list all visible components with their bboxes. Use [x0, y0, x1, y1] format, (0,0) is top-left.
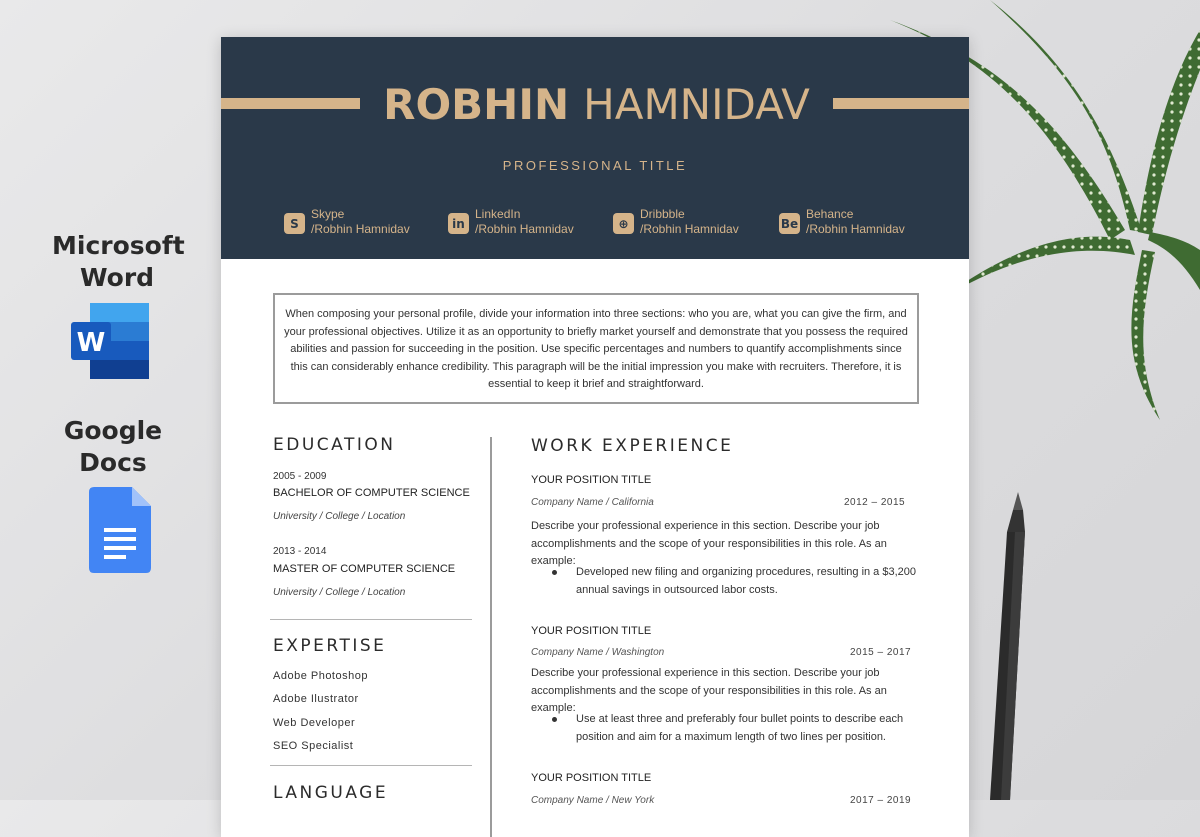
skill-item: SEO Specialist — [273, 740, 354, 752]
social-platform: Dribbble — [640, 207, 685, 221]
education-school: University / College / Location — [273, 587, 406, 598]
job-bullet: Developed new filing and organizing procedures, resulting in a $3,200 annual savings in outsourced labor costs. — [576, 566, 917, 596]
social-behance — [779, 207, 905, 243]
professional-title: PROFESSIONAL TITLE — [502, 158, 688, 173]
education-title: EDUCATION — [273, 435, 396, 455]
job-company: Company Name / New York — [531, 795, 655, 806]
education-degree: BACHELOR OF COMPUTER SCIENCE — [273, 487, 470, 499]
skill-item: Adobe Ilustrator — [273, 693, 359, 705]
pencil-decoration — [985, 492, 1045, 800]
social-skype — [284, 207, 410, 243]
skype-icon: S — [284, 213, 305, 234]
job-position: YOUR POSITION TITLE — [531, 625, 652, 637]
job-position: YOUR POSITION TITLE — [531, 772, 652, 784]
social-linkedin — [448, 207, 574, 243]
job-description: Describe your professional experience in this section. Describe your job accomplishments and the scope of your responsibilities in this role. As an example: — [531, 520, 887, 567]
job-description: Describe your professional experience in this section. Describe your job accomplishments and the scope of your responsibilities in this role. As an example: — [531, 667, 887, 714]
profile-summary: When composing your personal profile, divide your information into three sections: who you are, what you can give the firm, and your professional objectives. Utilize it as an opportunity to briefly market yourself and demonstrate that you possess the required abilities and passion for succeeding in the position. Use specific percentages and numbers to quantify accomplishments since this can considerably enhance credibility. This paragraph will be the initial impression you make with recruiters. Therefore, it is essential to keep it brief and straightforward. — [273, 293, 919, 404]
header-rule-left — [221, 98, 360, 109]
section-divider — [270, 619, 472, 620]
resume-header — [221, 37, 969, 259]
job-company: Company Name / Washington — [531, 647, 665, 658]
job-company: Company Name / California — [531, 497, 654, 508]
dribbble-icon: ⊕ — [613, 213, 634, 234]
bullet-point — [552, 570, 557, 575]
behance-icon: Be — [779, 213, 800, 234]
skill-item: Web Developer — [273, 717, 356, 729]
microsoft-word-label-line2: Word — [79, 263, 155, 292]
job-years: 2017 – 2019 — [850, 795, 912, 806]
last-name: HAMNIDAV — [583, 80, 810, 129]
resume-name — [360, 75, 833, 135]
education-school: University / College / Location — [273, 511, 406, 522]
skill-item: Adobe Photoshop — [273, 670, 368, 682]
microsoft-word-label — [52, 230, 185, 294]
google-docs-label-line1: Google — [63, 416, 163, 445]
work-experience-title: WORK EXPERIENCE — [531, 436, 734, 456]
social-platform: Skype — [311, 207, 345, 221]
social-handle: /Robhin Hamnidav — [311, 222, 410, 236]
google-docs-label-line2: Docs — [79, 448, 147, 477]
header-rule-right — [833, 98, 969, 109]
bullet-point — [552, 717, 557, 722]
linkedin-icon: in — [448, 213, 469, 234]
job-years: 2012 – 2015 — [844, 497, 906, 508]
education-degree: MASTER OF COMPUTER SCIENCE — [273, 563, 456, 575]
microsoft-word-label-line1: Microsoft — [52, 231, 185, 260]
social-handle: /Robhin Hamnidav — [475, 222, 574, 236]
section-divider — [270, 765, 472, 766]
column-divider — [490, 437, 492, 837]
social-platform: Behance — [806, 207, 854, 221]
social-handle: /Robhin Hamnidav — [806, 222, 905, 236]
resume-sheet — [221, 37, 969, 837]
microsoft-word-icon — [71, 303, 149, 379]
google-docs-icon — [89, 487, 151, 573]
language-title: LANGUAGE — [273, 783, 389, 803]
expertise-title: EXPERTISE — [273, 636, 387, 656]
social-handle: /Robhin Hamnidav — [640, 222, 739, 236]
job-bullet: Use at least three and preferably four bullet points to describe each position and aim for a maximum length of two lines per position. — [576, 713, 904, 743]
first-name: ROBHIN — [383, 80, 570, 129]
job-position: YOUR POSITION TITLE — [531, 474, 652, 486]
microsoft-word-icon-letter: W — [76, 328, 106, 358]
job-years: 2015 – 2017 — [850, 647, 912, 658]
google-docs-label — [48, 415, 178, 479]
social-dribbble — [613, 207, 739, 243]
social-platform: LinkedIn — [475, 207, 521, 221]
education-years: 2013 - 2014 — [273, 546, 327, 557]
education-years: 2005 - 2009 — [273, 471, 327, 482]
